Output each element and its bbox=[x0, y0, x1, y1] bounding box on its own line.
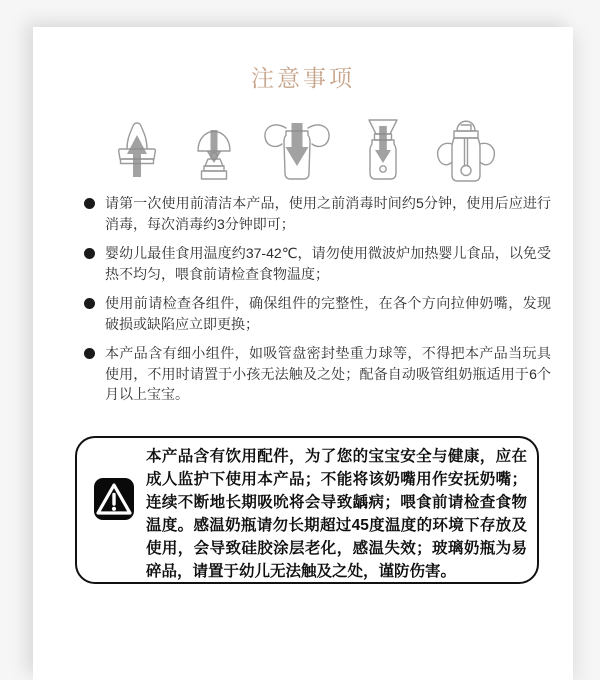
list-item bbox=[84, 293, 551, 334]
bullet-dot-icon bbox=[84, 248, 95, 259]
teat-attach-icon bbox=[108, 113, 166, 185]
warning-text: 本产品含有饮用配件，为了您的宝宝安全与健康，应在成人监护下使用本产品；不能将该奶嘴用作安抚奶嘴；连续不断地长期吸吮将会导致龋病；喂食前请检查食物温度。感温奶瓶请勿长期超过45度温度的环境下存放及使用，会导致硅胶涂层老化，感温失效；玻璃奶瓶为易碎品，请置于幼儿无法触及之处，谨防伤害。 bbox=[146, 448, 527, 580]
precaution-text: 使用前请检查各组件，确保组件的完整性，在各个方向拉伸奶嘴，发现破损或缺陷应立即更换； bbox=[105, 295, 551, 332]
warning-triangle-icon bbox=[94, 478, 134, 525]
assembly-steps-row bbox=[33, 111, 573, 185]
bullet-dot-icon bbox=[84, 198, 95, 209]
assembled-bottle-icon bbox=[434, 111, 498, 185]
precaution-text: 请第一次使用前清洁本产品，使用之前消毒时间约5分钟，使用后应进行消毒，每次消毒约3分钟即可； bbox=[105, 195, 551, 232]
instruction-card bbox=[33, 27, 573, 680]
precaution-text: 本产品含有细小组件，如吸管盘密封垫重力球等，不得把本产品当玩具使用，不用时请置于小孩无法触及之处；配备自动吸管组奶瓶适用于6个月以上宝宝。 bbox=[105, 345, 551, 402]
precaution-list bbox=[84, 193, 551, 414]
list-item bbox=[84, 243, 551, 284]
list-item bbox=[84, 193, 551, 234]
precaution-text: 婴幼儿最佳食用温度约37-42℃，请勿使用微波炉加热婴儿食品，以免受热不均匀，喂食前请检查食物温度； bbox=[105, 245, 551, 282]
cap-place-icon bbox=[190, 113, 238, 185]
bullet-dot-icon bbox=[84, 348, 95, 359]
straw-insert-icon bbox=[356, 111, 410, 185]
bottle-handle-icon bbox=[262, 111, 332, 185]
list-item bbox=[84, 343, 551, 405]
warning-box bbox=[75, 436, 539, 584]
bullet-dot-icon bbox=[84, 298, 95, 309]
page-title: 注意事项 bbox=[251, 65, 355, 91]
